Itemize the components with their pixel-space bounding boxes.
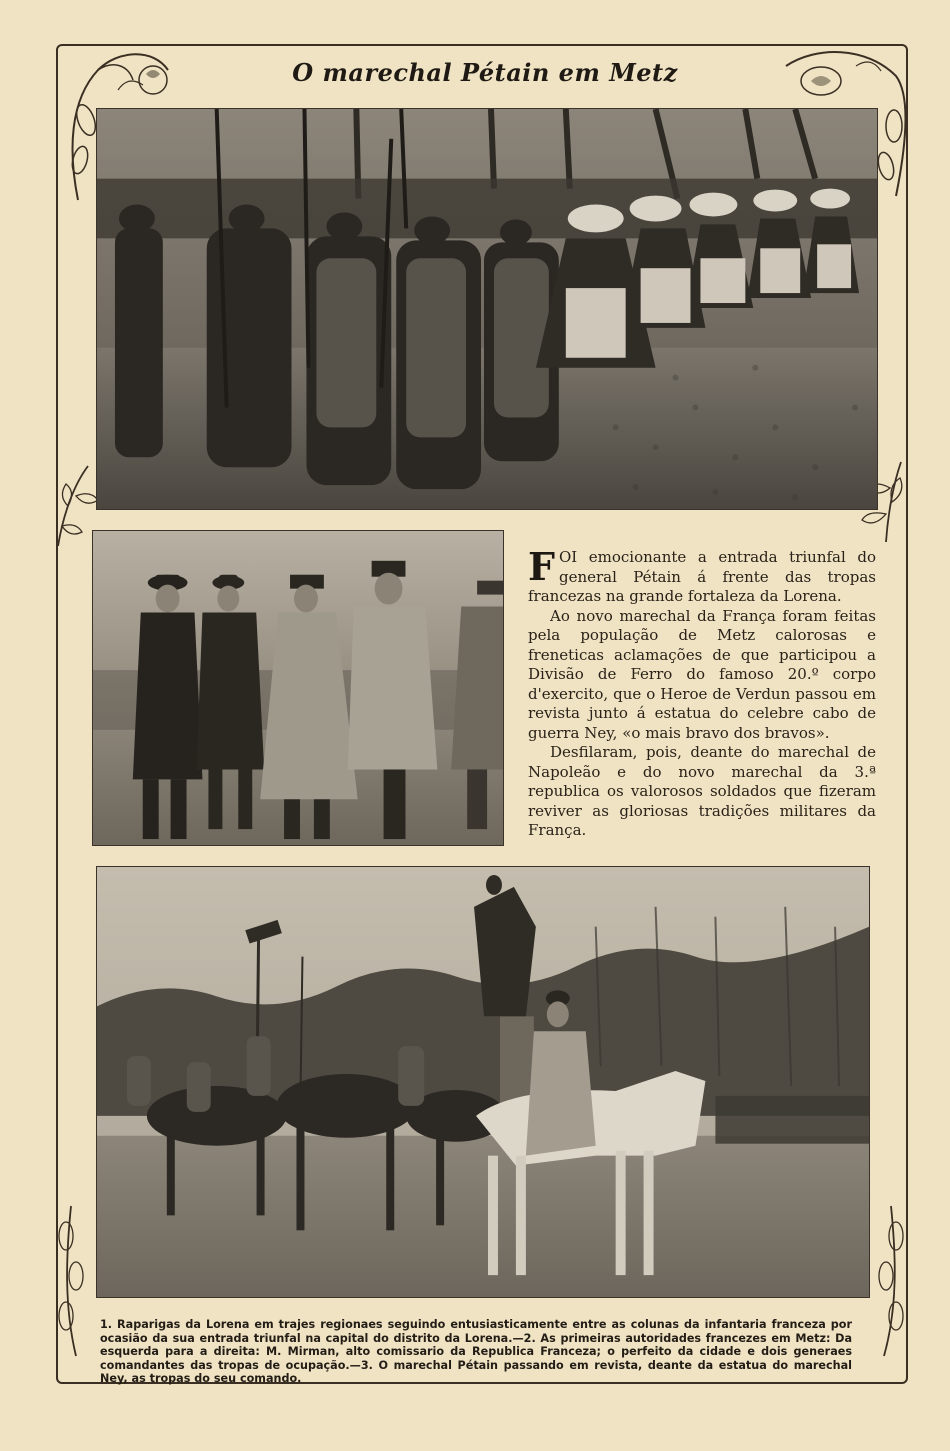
floral-ornament-bottom-left-icon [46, 1196, 96, 1366]
article-body [528, 544, 876, 841]
photo-authorities-and-generals [92, 530, 504, 846]
article-paragraph-2: Ao novo marechal da França foram feitas pela população de Metz calorosas e freneticas aclamações de que participou a Divisão de Ferro do famoso 20.º corpo d'exercito, que o Heroe de Verdun passou em revista junto á estatua do celebre cabo de guerra Ney, «o mais bravo dos bravos». [528, 606, 876, 742]
floral-ornament-bottom-right-icon [866, 1196, 916, 1366]
article-paragraph-1 [528, 544, 876, 607]
photo-caption: 1. Raparigas da Lorena em trajes regionaes seguindo entusiasticamente entre as colunas da infantaria franceza por ocasião da sua entrada triunfal na capital do distrito da Lorena.—2. As primeiras autoridades francezes em Metz: Da esquerda para a direita: M. Mirman, alto comissario da Republica Franceza; o perfeito da cidade e dois generaes comandantes das tropas de ocupação.—3. O marechal Pétain passando em revista, deante da estatua do marechal Ney, as tropas do seu comando. [100, 1318, 852, 1386]
article-dropcap: F [528, 544, 555, 589]
article-paragraph-3: Desfilaram, pois, deante do marechal de Napoleão e do novo marechal da 3.ª republica os valorosos soldados que fizeram reviver as gloriosas tradições militares da França. [528, 743, 876, 839]
photo-petain-review [96, 866, 870, 1298]
page-title: O marechal Pétain em Metz [292, 58, 678, 87]
photo-soldiers-and-lorraine-girls [96, 108, 878, 510]
article-paragraph-1-text: OI emocionante a entrada triunfal do general Pétain á frente das tropas francezas na grande fortaleza da Lorena. [528, 548, 876, 605]
